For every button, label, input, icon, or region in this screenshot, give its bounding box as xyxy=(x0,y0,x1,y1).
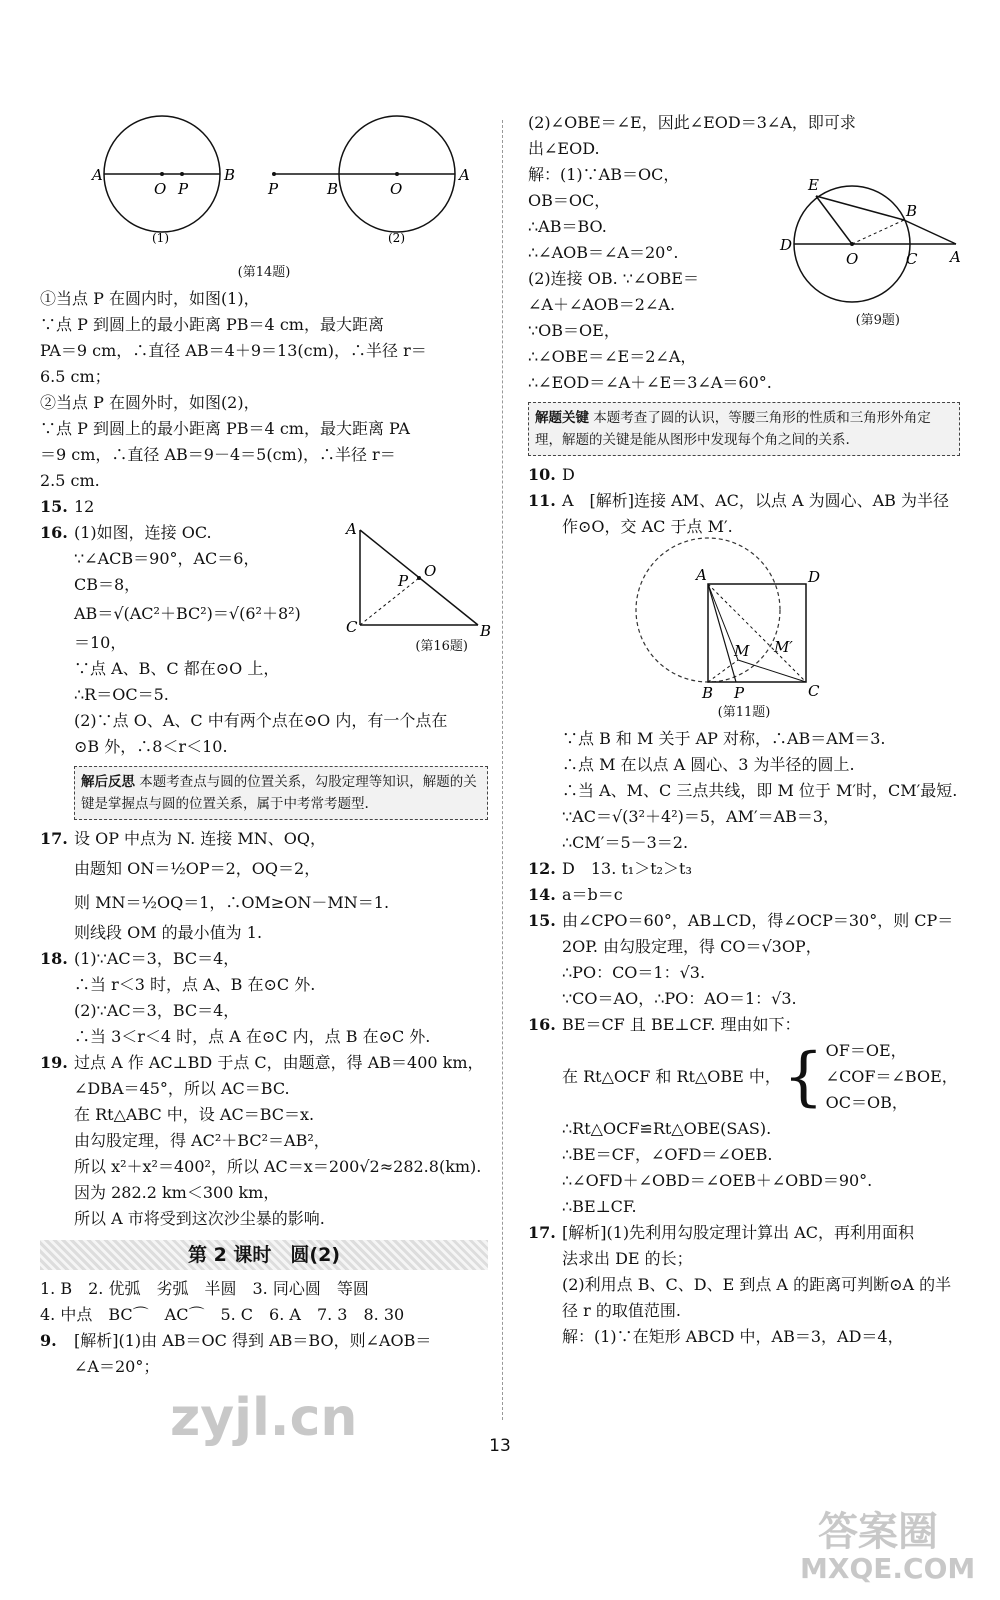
figure-14-caption: (第14题) xyxy=(237,265,291,280)
text-line: 径 r 的取值范围. xyxy=(562,1301,681,1320)
svg-text:C: C xyxy=(906,250,918,268)
text-line: ∴PO：CO＝1：√3. xyxy=(562,963,706,982)
text-line: 过点 A 作 AC⊥BD 于点 C，由题意，得 AB＝400 km， xyxy=(74,1053,484,1072)
text-line: ∵点 P 到圆上的最小距离 PB＝4 cm，最大距离 xyxy=(40,315,384,334)
text-line: 解：(1)∵在矩形 ABCD 中，AB＝3，AD＝4， xyxy=(562,1327,904,1346)
text-line: ∠A＝20°； xyxy=(74,1357,160,1376)
equation-system xyxy=(528,1038,960,1116)
text-line: (1)如图，连接 OC. xyxy=(74,523,212,542)
svg-text:A: A xyxy=(950,248,961,266)
svg-text:P: P xyxy=(178,180,189,198)
text-line: ∴当 3＜r＜4 时，点 A 在⊙C 内，点 B 在⊙C 外. xyxy=(74,1027,431,1046)
svg-text:P: P xyxy=(398,572,409,590)
text-line: 设 OP 中点为 N. 连接 MN、OQ， xyxy=(74,829,326,848)
text-line: ∴当 A、M、C 三点共线，即 M 位于 M′时，CM′最短. xyxy=(562,781,958,800)
text-line: ∴BE⊥CF. xyxy=(562,1197,637,1216)
text-line: 在 Rt△OCF 和 Rt△OBE 中， xyxy=(562,1067,781,1086)
answer-text: a＝b＝c xyxy=(562,885,623,904)
text-line: CB＝8， xyxy=(74,575,141,594)
brace-icon: { xyxy=(782,1040,824,1114)
svg-text:P: P xyxy=(734,684,745,702)
text-line: ＝10， xyxy=(74,633,127,652)
figure-16-caption: (第16题) xyxy=(415,639,468,654)
text-line: ∴Rt△OCF≌Rt△OBE(SAS). xyxy=(562,1119,772,1138)
note-text: 本题考查了圆的认识，等腰三角形的性质和三角形外角定理，解题的关键是能从图形中发现每个角之间的关系. xyxy=(535,410,931,448)
section-title: 第 2 课时 圆(2) xyxy=(40,1240,488,1270)
svg-text:D: D xyxy=(808,568,821,586)
column-divider xyxy=(502,120,503,1420)
question-number: 19. xyxy=(40,1053,68,1072)
q17-solution xyxy=(40,826,488,946)
note-tag: 解题关键 xyxy=(535,410,589,426)
text-line: ∵∠ACB＝90°，AC＝6， xyxy=(74,549,260,568)
page-number: 13 xyxy=(489,1436,511,1456)
q12-answer xyxy=(528,856,960,882)
figure-14 xyxy=(40,110,488,286)
system-line: OC＝OB， xyxy=(825,1093,908,1112)
text-line: OB＝OC， xyxy=(528,191,611,210)
text-line: ①当点 P 在圆内时，如图(1)， xyxy=(40,289,260,308)
figure-9-caption: (第9题) xyxy=(855,313,900,328)
text-line: ∵点 P 到圆上的最小距离 PB＝4 cm，最大距离 PA xyxy=(40,419,410,438)
text-line: ∴∠AOB＝∠A＝20°. xyxy=(528,243,679,262)
text-line: (1)∵AC＝3，BC＝4， xyxy=(74,949,240,968)
question-number: 15. xyxy=(528,911,556,930)
svg-text:O: O xyxy=(424,562,437,580)
text-line: ∵AC＝√(3²＋4²)＝5，AM′＝AB＝3， xyxy=(562,807,840,826)
text-line: [解析](1)先利用勾股定理计算出 AC，再利用面积 xyxy=(562,1223,915,1242)
svg-text:O: O xyxy=(154,180,167,198)
q14-solution xyxy=(40,286,488,494)
svg-text:A: A xyxy=(459,166,470,184)
text-line: 由勾股定理，得 AC²＋BC²＝AB²， xyxy=(74,1131,330,1150)
answer-line: 4. 中点 BC⌒ AC⌒ 5. C 6. A 7. 3 8. 30 xyxy=(40,1305,405,1324)
svg-text:D: D xyxy=(780,236,793,254)
system-line: ∠COF＝∠BOE， xyxy=(825,1067,958,1086)
q17-solution-right xyxy=(528,1220,960,1350)
question-number: 9. xyxy=(40,1331,57,1350)
text-line: 因为 282.2 km＜300 km， xyxy=(74,1183,280,1202)
text-line: ∴当 r＜3 时，点 A、B 在⊙C 外. xyxy=(74,975,316,994)
figure-11-drawing xyxy=(638,540,858,700)
reflection-note xyxy=(74,766,488,820)
text-line: 则 MN＝½OQ＝1，∴OM≥ON－MN＝1. xyxy=(74,893,390,912)
q9-solution xyxy=(40,1328,488,1380)
svg-text:P: P xyxy=(268,180,279,198)
question-number: 11. xyxy=(528,491,556,510)
text-line: ∠DBA＝45°，所以 AC＝BC. xyxy=(74,1079,290,1098)
text-line: ②当点 P 在圆外时，如图(2)， xyxy=(40,393,260,412)
text-line: ∴∠OBE＝∠E＝2∠A， xyxy=(528,347,697,366)
text-line: (2)连接 OB. ∵∠OBE＝ xyxy=(528,269,699,288)
text-line: 作⊙O，交 AC 于点 M′. xyxy=(562,517,733,536)
figure-11-caption: (第11题) xyxy=(717,705,771,720)
question-number: 18. xyxy=(40,949,68,968)
text-line: 由题知 ON＝½OP＝2，OQ＝2， xyxy=(74,859,321,878)
text-line: 则线段 OM 的最小值为 1. xyxy=(74,923,263,942)
text-line: 出∠EOD. xyxy=(528,139,600,158)
text-line: ⊙B 外，∴8＜r＜10. xyxy=(74,737,228,756)
text-line: ∵OB＝OE， xyxy=(528,321,620,340)
question-number: 12. xyxy=(528,859,556,878)
figure-9-drawing xyxy=(760,166,960,316)
svg-text:O: O xyxy=(390,180,403,198)
left-column xyxy=(40,110,492,1380)
svg-text:E: E xyxy=(808,176,819,194)
svg-text:B: B xyxy=(906,202,918,220)
text-line: ∠A＋∠AOB＝2∠A. xyxy=(528,295,676,314)
svg-text:A: A xyxy=(696,566,707,584)
answer-line: 1. B 2. 优弧 劣弧 半圆 3. 同心圆 等圆 xyxy=(40,1279,369,1298)
answer-text: D xyxy=(562,465,575,484)
watermark: zyjl.cn xyxy=(170,1388,358,1448)
svg-text:A: A xyxy=(92,166,103,184)
text-line: ∵CO＝AO，∴PO：AO＝1：√3. xyxy=(562,989,797,1008)
svg-text:M′: M′ xyxy=(774,638,793,656)
text-line: ∵点 B 和 M 关于 AP 对称，∴AB＝AM＝3. xyxy=(562,729,886,748)
text-line: AB＝√(AC²＋BC²)＝√(6²＋8²) xyxy=(74,604,301,623)
text-line: 6.5 cm； xyxy=(40,367,111,386)
q15-solution xyxy=(528,908,960,1012)
text-line: 由∠CPO＝60°，AB⊥CD，得∠OCP＝30°，则 CP＝ xyxy=(562,911,954,930)
question-number: 16. xyxy=(528,1015,556,1034)
text-line: 解：(1)∵AB＝OC， xyxy=(528,165,680,184)
figure-14-drawing xyxy=(40,110,488,260)
answer-text: 12 xyxy=(74,497,95,516)
q16-solution xyxy=(40,520,492,760)
q15-answer xyxy=(40,494,488,520)
text-line: [解析](1)由 AB＝OC 得到 AB＝BO，则∠AOB＝ xyxy=(74,1331,432,1350)
key-point-note xyxy=(528,402,960,456)
svg-text:B: B xyxy=(327,180,339,198)
watermark: 答案圈 xyxy=(818,1509,938,1555)
q18-solution xyxy=(40,946,488,1050)
watermark: MXQE.COM xyxy=(800,1552,976,1585)
svg-text:A: A xyxy=(346,520,357,538)
text-line: ∴点 M 在以点 A 圆心、3 为半径的圆上. xyxy=(562,755,855,774)
question-number: 16. xyxy=(40,523,68,542)
svg-text:M: M xyxy=(734,642,750,660)
text-line: 2OP. 由勾股定理，得 CO＝√3OP， xyxy=(562,937,822,956)
text-line: ∵点 A、B、C 都在⊙O 上， xyxy=(74,659,280,678)
svg-text:C: C xyxy=(808,682,820,700)
q14-answer xyxy=(528,882,960,908)
text-line: ∴R＝OC＝5. xyxy=(74,685,169,704)
text-line: (2)∵AC＝3，BC＝4， xyxy=(74,1001,240,1020)
q11-solution xyxy=(528,488,960,856)
right-column xyxy=(528,110,960,1350)
text-line: 所以 A 市将受到这次沙尘暴的影响. xyxy=(74,1209,325,1228)
system-line: OF＝OE， xyxy=(825,1041,907,1060)
q19-solution xyxy=(40,1050,488,1232)
text-line: (2)∠OBE＝∠E，因此∠EOD＝3∠A，即可求 xyxy=(528,113,856,132)
question-number: 17. xyxy=(528,1223,556,1242)
text-line: ∴∠OFD＋∠OBD＝∠OEB＋∠OBD＝90°. xyxy=(562,1171,873,1190)
svg-text:B: B xyxy=(702,684,714,702)
text-line: 在 Rt△ABC 中，设 AC＝BC＝x. xyxy=(74,1105,315,1124)
text-line: (2)利用点 B、C、D、E 到点 A 的距离可判断⊙A 的半 xyxy=(562,1275,952,1294)
fig14-sub1: (1) xyxy=(152,231,169,245)
text-line: 所以 x²＋x²＝400²，所以 AC＝x＝200√2≈282.8(km). xyxy=(74,1157,482,1176)
q10-answer xyxy=(528,462,960,488)
text-line: 法求出 DE 的长； xyxy=(562,1249,693,1268)
question-number: 17. xyxy=(40,829,68,848)
q9-continued xyxy=(528,110,960,396)
text-line: A [解析]连接 AM、AC，以点 A 为圆心、AB 为半径 xyxy=(562,491,949,510)
fig14-sub2: (2) xyxy=(388,231,405,245)
text-line: ＝9 cm，∴直径 AB＝9－4＝5(cm)，∴半径 r＝ xyxy=(40,445,396,464)
text-line: (2)∵点 O、A、C 中有两个点在⊙O 内，有一个点在 xyxy=(74,711,448,730)
text-line: ∴CM′＝5－3＝2. xyxy=(562,833,689,852)
svg-text:O: O xyxy=(846,250,859,268)
answer-text: D 13. t₁＞t₂＞t₃ xyxy=(562,859,692,878)
svg-text:C: C xyxy=(346,618,358,636)
question-number: 15. xyxy=(40,497,68,516)
text-line: 2.5 cm. xyxy=(40,471,100,490)
text-line: ∴AB＝BO. xyxy=(528,217,607,236)
note-text: 本题考查点与圆的位置关系，勾股定理等知识，解题的关键是掌握点与圆的位置关系，属于中考常考题型. xyxy=(81,774,477,812)
text-line: PA＝9 cm，∴直径 AB＝4＋9＝13(cm)，∴半径 r＝ xyxy=(40,341,427,360)
question-number: 14. xyxy=(528,885,556,904)
svg-text:B: B xyxy=(480,622,492,640)
text-line: ∴∠EOD＝∠A＋∠E＝3∠A＝60°. xyxy=(528,373,772,392)
note-tag: 解后反思 xyxy=(81,774,135,790)
question-number: 10. xyxy=(528,465,556,484)
q16-solution-right xyxy=(528,1012,960,1220)
svg-text:B: B xyxy=(224,166,236,184)
text-line: ∴BE＝CF，∠OFD＝∠OEB. xyxy=(562,1145,773,1164)
text-line: BE＝CF 且 BE⊥CF. 理由如下： xyxy=(562,1015,801,1034)
